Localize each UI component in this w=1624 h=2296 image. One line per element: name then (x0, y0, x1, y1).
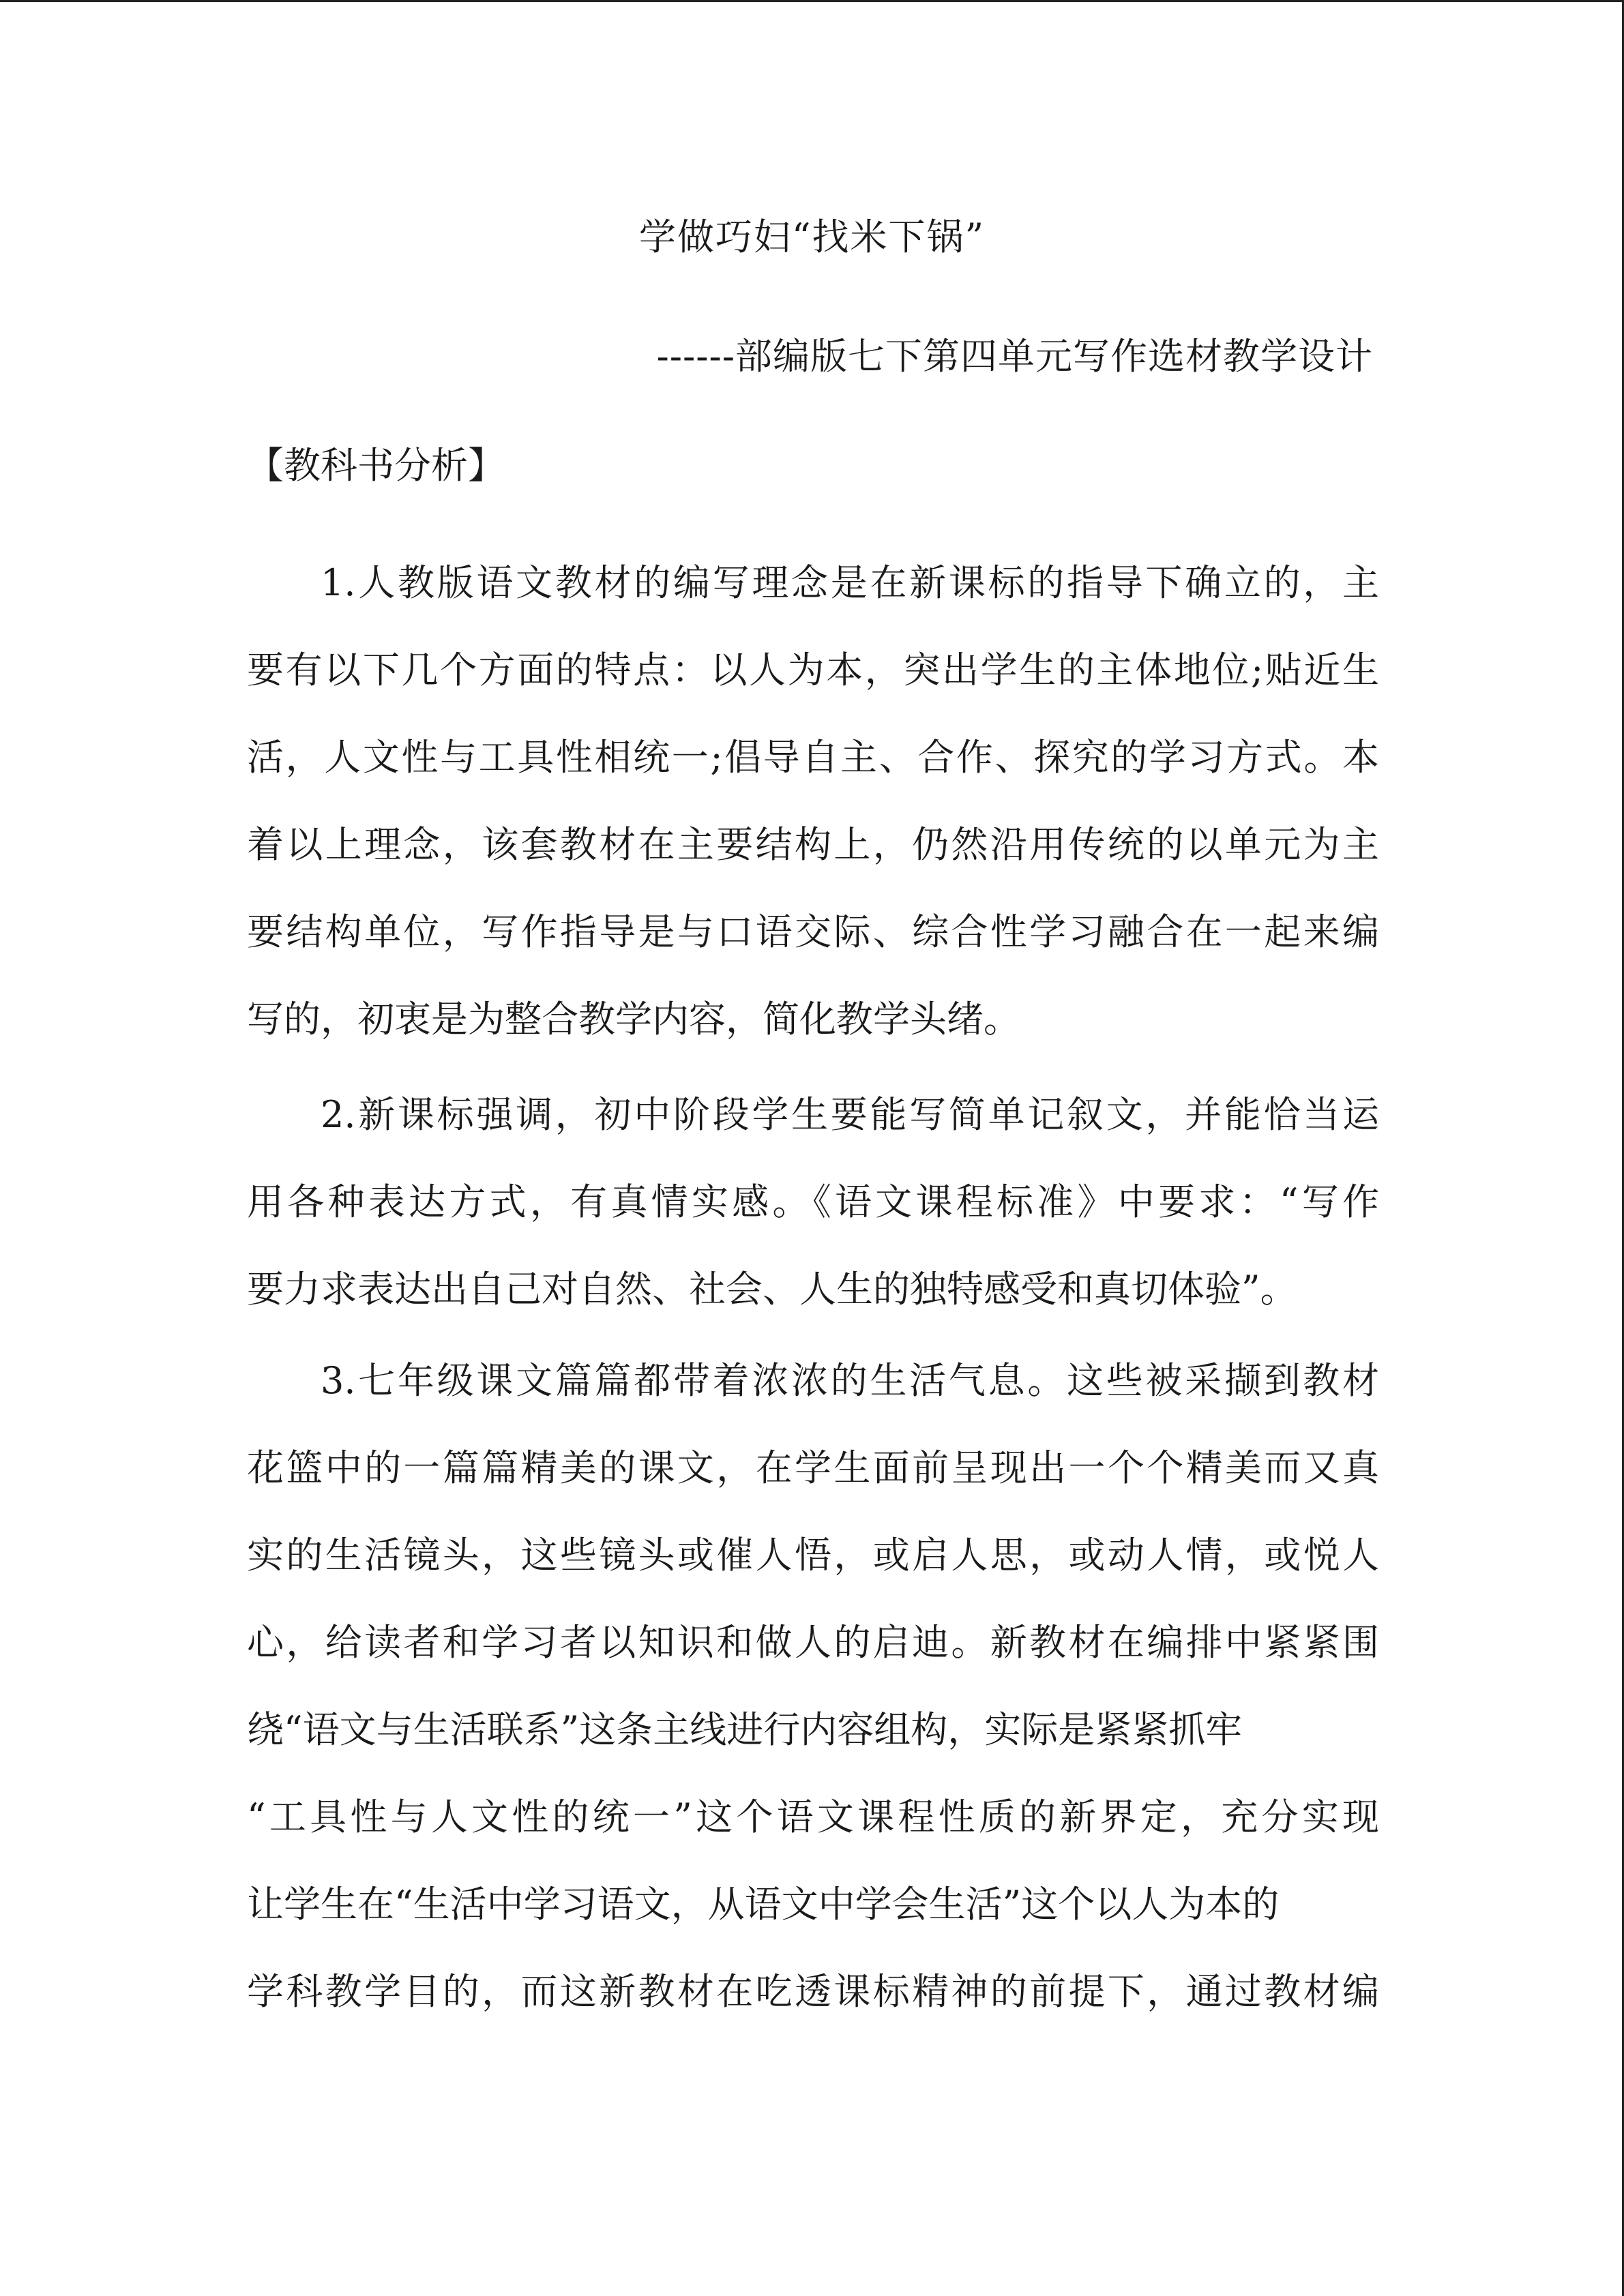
paragraph-line: 写的，初衷是为整合教学内容，简化教学头绪。 (247, 998, 1020, 1041)
paragraph-line: 要结构单位，写作指导是与口语交际、综合性学习融合在一起来编 (247, 910, 1379, 953)
paragraph-line: 学科教学目的，而这新教材在吃透课标精神的前提下，通过教材编 (247, 1970, 1379, 2013)
paragraph-line: 1.人教版语文教材的编写理念是在新课标的指导下确立的，主 (321, 561, 1379, 604)
paragraph-line: 心，给读者和学习者以知识和做人的启迪。新教材在编排中紧紧围 (247, 1621, 1379, 1664)
paragraph-line: 花篮中的一篇篇精美的课文，在学生面前呈现出一个个精美而又真 (247, 1446, 1379, 1489)
document-subtitle: ------部编版七下第四单元写作选材教学设计 (656, 335, 1373, 378)
paragraph-line: 2.新课标强调，初中阶段学生要能写简单记叙文，并能恰当运 (321, 1093, 1379, 1136)
paragraph-line: 活，人文性与工具性相统一;倡导自主、合作、探究的学习方式。本 (247, 736, 1379, 779)
paragraph-line: “工具性与人文性的统一”这个语文课程性质的新界定，充分实现 (247, 1795, 1379, 1838)
paragraph-line: 实的生活镜头，这些镜头或催人悟，或启人思，或动人情，或悦人 (247, 1534, 1379, 1577)
paragraph-2 (247, 1071, 1379, 1333)
paragraph-line: 着以上理念，该套教材在主要结构上，仍然沿用传统的以单元为主 (247, 823, 1379, 866)
paragraph-line: 让学生在“生活中学习语文，从语文中学会生活”这个以人为本的 (247, 1883, 1280, 1926)
section-heading: 【教科书分析】 (247, 444, 505, 487)
paragraph-line: 绕“语文与生活联系”这条主线进行内容组构，实际是紧紧抓牢 (247, 1708, 1243, 1751)
paragraph-line: 要力求表达出自己对自然、社会、人生的独特感受和真切体验”。 (247, 1268, 1297, 1311)
document-title: 学做巧妇“找米下锅” (638, 215, 986, 258)
paragraph-line: 用各种表达方式，有真情实感。《语文课程标准》中要求：“写作 (247, 1180, 1379, 1223)
paragraph-1 (247, 539, 1379, 1063)
paragraph-3 (247, 1337, 1379, 2036)
paragraph-line: 3.七年级课文篇篇都带着浓浓的生活气息。这些被采撷到教材 (321, 1359, 1379, 1402)
paragraph-line: 要有以下几个方面的特点：以人为本，突出学生的主体地位;贴近生 (247, 648, 1379, 691)
